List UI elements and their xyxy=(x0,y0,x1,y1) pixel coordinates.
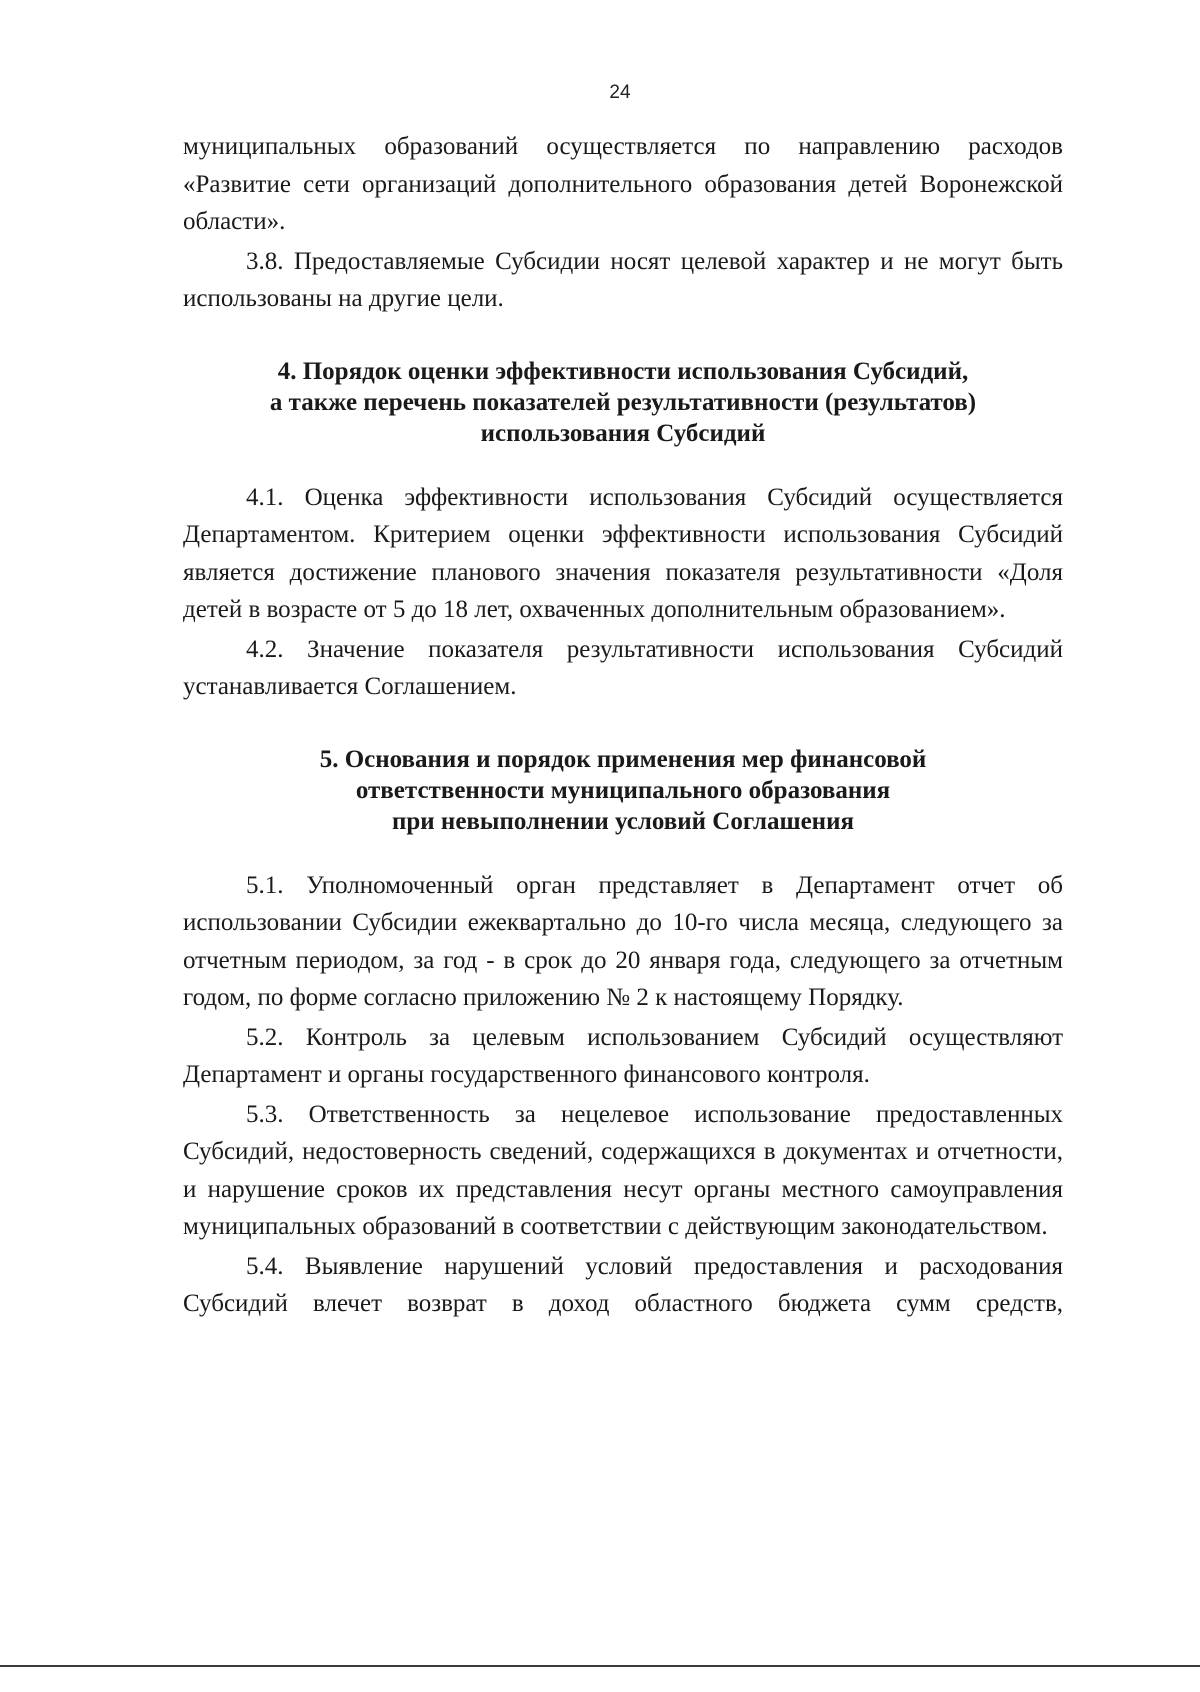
section-4-heading-line-2: а также перечень показателей результативности (результатов) xyxy=(269,388,977,416)
document-body xyxy=(183,128,1063,1325)
section-4-heading xyxy=(183,356,1063,449)
section-5-heading-line-1: 5. Основания и порядок применения мер финансовой xyxy=(319,745,927,773)
section-4-heading-line-3: использования Субсидий xyxy=(480,419,766,447)
paragraph-4-2: 4.2. Значение показателя результативности использования Субсидий устанавливается Соглашением. xyxy=(183,635,1063,700)
paragraph-5-4: 5.4. Выявление нарушений условий предоставления и расходования Субсидий влечет возврат в доход областного бюджета сумм средств, xyxy=(183,1252,1063,1317)
scan-edge-line xyxy=(0,1665,1200,1667)
paragraph-5-3: 5.3. Ответственность за нецелевое использование предоставленных Субсидий, недостоверность сведений, содержащихся в документах и отчетности, и нарушение сроков их представления несут органы местного самоуправления муниципальных образований в соответствии с действующим законодательством. xyxy=(183,1100,1063,1240)
section-5-heading xyxy=(183,744,1063,837)
page-number: 24 xyxy=(609,82,631,103)
paragraph-continuation: муниципальных образований осуществляется по направлению расходов «Развитие сети организаций дополнительного образования детей Воронежской области». xyxy=(183,133,1063,235)
paragraph-5-1: 5.1. Уполномоченный орган представляет в Департамент отчет об использовании Субсидии ежеквартально до 10-го числа месяца, следующего за отчетным периодом, за год - в срок до 20 января года, следующего за отчетным годом, по форме согласно приложению № 2 к настоящему Порядку. xyxy=(183,871,1063,1011)
paragraph-4-1: 4.1. Оценка эффективности использования Субсидий осуществляется Департаментом. Критерием оценки эффективности использования Субсидий является достижение планового значения показателя результативности «Доля детей в возрасте от 5 до 18 лет, охваченных дополнительным образованием». xyxy=(183,483,1063,623)
section-4-heading-line-1: 4. Порядок оценки эффективности использования Субсидий, xyxy=(277,357,969,385)
section-5-heading-line-3: при невыполнении условий Соглашения xyxy=(391,807,855,835)
paragraph-3-8: 3.8. Предоставляемые Субсидии носят целевой характер и не могут быть использованы на другие цели. xyxy=(183,247,1063,312)
section-5-heading-line-2: ответственности муниципального образования xyxy=(355,776,891,804)
paragraph-5-2: 5.2. Контроль за целевым использованием Субсидий осуществляют Департамент и органы государственного финансового контроля. xyxy=(183,1023,1063,1088)
